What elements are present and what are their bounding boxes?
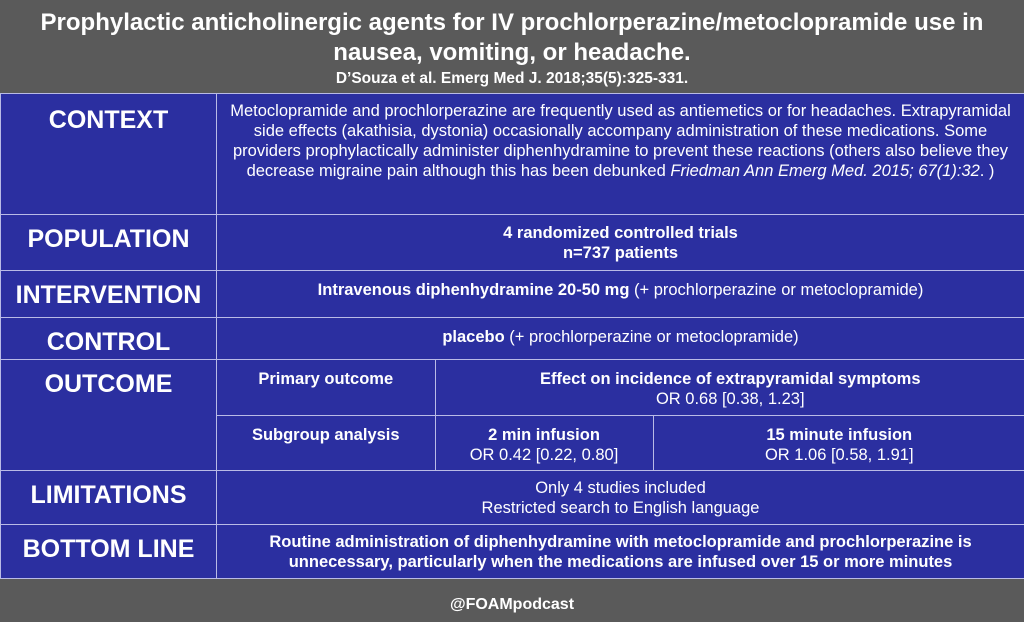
control-row — [1, 318, 1024, 360]
outcome-cell — [217, 360, 1024, 471]
bottom-line-row — [1, 525, 1024, 579]
context-row — [1, 94, 1024, 215]
intervention-text — [217, 271, 1024, 318]
subgroup-15min — [653, 415, 1024, 470]
primary-outcome-label: Primary outcome — [217, 360, 435, 415]
context-text — [217, 94, 1024, 215]
limitation-1: Only 4 studies included — [217, 478, 1024, 498]
control-rest: (+ prochlorperazine or metoclopramide) — [505, 328, 799, 346]
population-trials: 4 randomized controlled trials — [217, 223, 1024, 243]
context-body: Metoclopramide and prochlorperazine are frequently used as antiemetics or for headaches. Extrapyramidal side effects (akathisia, dystonia) occasionally accompany administration of these medications. Some providers prophylactically administer diphenhydramine to prevent these reactions (others also believe they decrease migraine pain although this has been debunked — [230, 102, 1011, 180]
limitations-text — [217, 471, 1024, 525]
context-reference: Friedman Ann Emerg Med. 2015; 67(1):32 — [670, 162, 979, 180]
header — [0, 0, 1024, 93]
primary-outcome-value: OR 0.68 [0.38, 1.23] — [436, 389, 1024, 409]
limitations-label: LIMITATIONS — [1, 471, 217, 525]
primary-outcome-title: Effect on incidence of extrapyramidal symptoms — [436, 369, 1024, 389]
control-text — [217, 318, 1024, 360]
limitations-row — [1, 471, 1024, 525]
intervention-label: INTERVENTION — [1, 271, 217, 318]
bottom-line-text: Routine administration of diphenhydramine with metoclopramide and prochlorperazine is unnecessary, particularly when the medications are infused over 15 or more minutes — [217, 525, 1024, 579]
subgroup-2min-value: OR 0.42 [0.22, 0.80] — [436, 445, 653, 465]
subgroup-15min-title: 15 minute infusion — [654, 425, 1024, 445]
subgroup-row — [217, 415, 1024, 470]
title: Prophylactic anticholinergic agents for IV prochlorperazine/metoclopramide use in nausea, vomiting, or headache. — [0, 0, 1024, 68]
population-n: n=737 patients — [217, 243, 1024, 263]
intervention-bold: Intravenous diphenhydramine 20-50 mg — [318, 281, 630, 299]
outcome-table — [217, 360, 1024, 470]
subgroup-2min-title: 2 min infusion — [436, 425, 653, 445]
population-text — [217, 215, 1024, 271]
control-label: CONTROL — [1, 318, 217, 360]
limitation-2: Restricted search to English language — [217, 498, 1024, 518]
primary-outcome-result — [435, 360, 1024, 415]
intervention-rest: (+ prochlorperazine or metoclopramide) — [629, 281, 923, 299]
subgroup-label: Subgroup analysis — [217, 415, 435, 470]
summary-table — [0, 93, 1024, 579]
bottom-line-label: BOTTOM LINE — [1, 525, 217, 579]
population-row — [1, 215, 1024, 271]
outcome-row — [1, 360, 1024, 471]
context-tail: . ) — [980, 162, 995, 180]
outcome-label: OUTCOME — [1, 360, 217, 471]
population-label: POPULATION — [1, 215, 217, 271]
footer-handle: @FOAMpodcast — [0, 588, 1024, 621]
subgroup-15min-value: OR 1.06 [0.58, 1.91] — [654, 445, 1024, 465]
control-bold: placebo — [442, 328, 504, 346]
subgroup-2min — [435, 415, 653, 470]
context-label: CONTEXT — [1, 94, 217, 215]
primary-outcome-row — [217, 360, 1024, 415]
intervention-row — [1, 271, 1024, 318]
citation: D’Souza et al. Emerg Med J. 2018;35(5):325-331. — [0, 69, 1024, 89]
